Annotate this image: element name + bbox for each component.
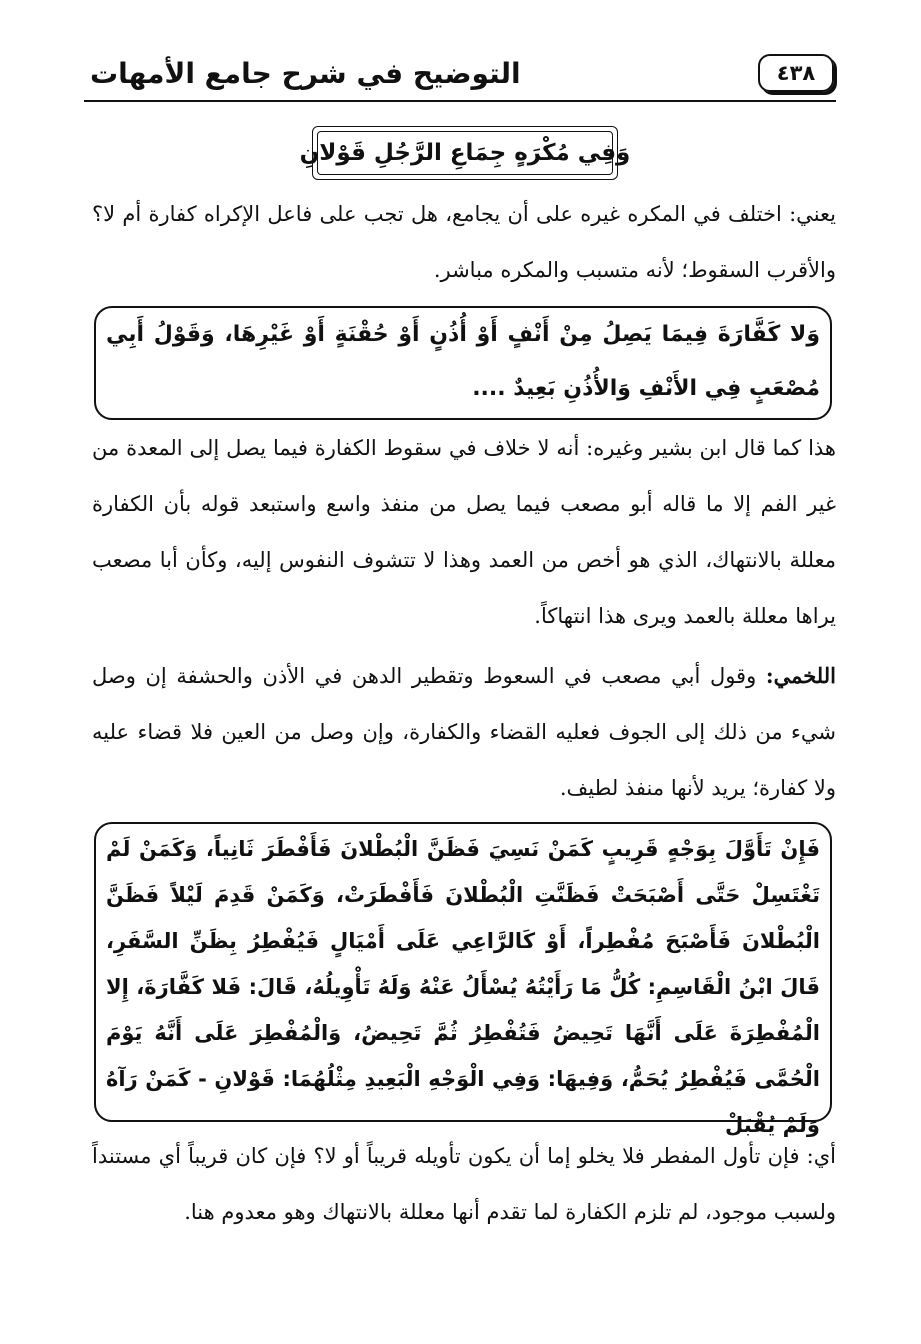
section-heading-box <box>299 126 631 180</box>
section-heading: وَفِي مُكْرَهٍ جِمَاعِ الرَّجُلِ قَوْلانِ <box>299 140 631 166</box>
page-number: ٤٣٨ <box>758 54 834 92</box>
matn-box-2: فَإِنْ تَأَوَّلَ بِوَجْهٍ قَرِيبٍ كَمَنْ نَسِيَ فَظَنَّ الْبُطْلانَ فَأَفْطَرَ ثَانِياً، وَكَمَنْ لَمْ تَغْتَسِلْ حَتَّى أَصْبَحَتْ فَظَنَّتِ الْبُطْلانَ فَأَفْطَرَتْ، وَكَمَنْ قَدِمَ لَيْلاً فَظَنَّ الْبُطْلانَ فَأَصْبَحَ مُفْطِراً، أَوْ كَالرَّاعِي عَلَى أَمْيَالٍ فَيُفْطِرُ بِظَنِّ السَّفَرِ، قَالَ ابْنُ الْقَاسِمِ: كُلُّ مَا رَأَيْتُهُ يُسْأَلُ عَنْهُ وَلَهُ تَأْوِيلُهُ، قَالَ: فَلا كَفَّارَةَ، إِلا الْمُفْطِرَةَ عَلَى أَنَّهَا تَحِيضُ فَتُفْطِرُ ثُمَّ تَحِيضُ، وَالْمُفْطِرَ عَلَى أَنَّهُ يَوْمَ الْحُمَّى فَيُفْطِرُ يُحَمُّ، وَفِيهَا: وَفِي الْوَجْهِ الْبَعِيدِ مِثْلُهُمَا: قَوْلانِ - كَمَنْ رَآهُ وَلَمْ يُقْبَلْ <box>94 822 832 1122</box>
commentary-paragraph-3 <box>92 648 836 816</box>
book-title: التوضيح في شرح جامع الأمهات <box>90 56 521 90</box>
commentary-paragraph-2: هذا كما قال ابن بشير وغيره: أنه لا خلاف في سقوط الكفارة فيما يصل إلى المعدة من غير الفم إلا ما قاله أبو مصعب فيما يصل من منفذ واسع واستبعد قوله بأن الكفارة معللة بالانتهاك، الذي هو أخص من العمد وهذا لا تتشوف النفوس إليه، وكأن أبا مصعب يراها معللة بالعمد ويرى هذا انتهاكاً. <box>92 436 836 628</box>
matn-box-1: وَلا كَفَّارَةَ فِيمَا يَصِلُ مِنْ أَنْفٍ أَوْ أُذُنٍ أَوْ حُقْنَةٍ أَوْ غَيْرِهَا، وَقَوْلُ أَبِي مُصْعَبٍ فِي الأَنْفِ وَالأُذُنِ بَعِيدٌ .... <box>94 306 832 420</box>
commentary-paragraph-4: أي: فإن تأول المفطر فلا يخلو إما أن يكون تأويله قريباً أو لا؟ فإن كان قريباً أي مستنداً ولسبب موجود، لم تلزم الكفارة لما تقدم أنها معللة بالانتهاك وهو معدوم هنا. <box>92 1144 836 1224</box>
header-rule <box>84 100 836 102</box>
running-header <box>84 50 836 96</box>
commentary-paragraph-1: يعني: اختلف في المكره غيره على أن يجامع، هل تجب على فاعل الإكراه كفارة أم لا؟ والأقرب السقوط؛ لأنه متسبب والمكره مباشر. <box>92 202 836 282</box>
commentary-paragraph-3-text: وقول أبي مصعب في السعوط وتقطير الدهن في الأذن والحشفة إن وصل شيء من ذلك إلى الجوف فعليه القضاء والكفارة، وإن وصل من العين فلا قضاء عليه ولا كفارة؛ يريد لأنها منفذ لطيف. <box>92 664 836 800</box>
commentary-lead-label: اللخمي: <box>765 663 836 688</box>
